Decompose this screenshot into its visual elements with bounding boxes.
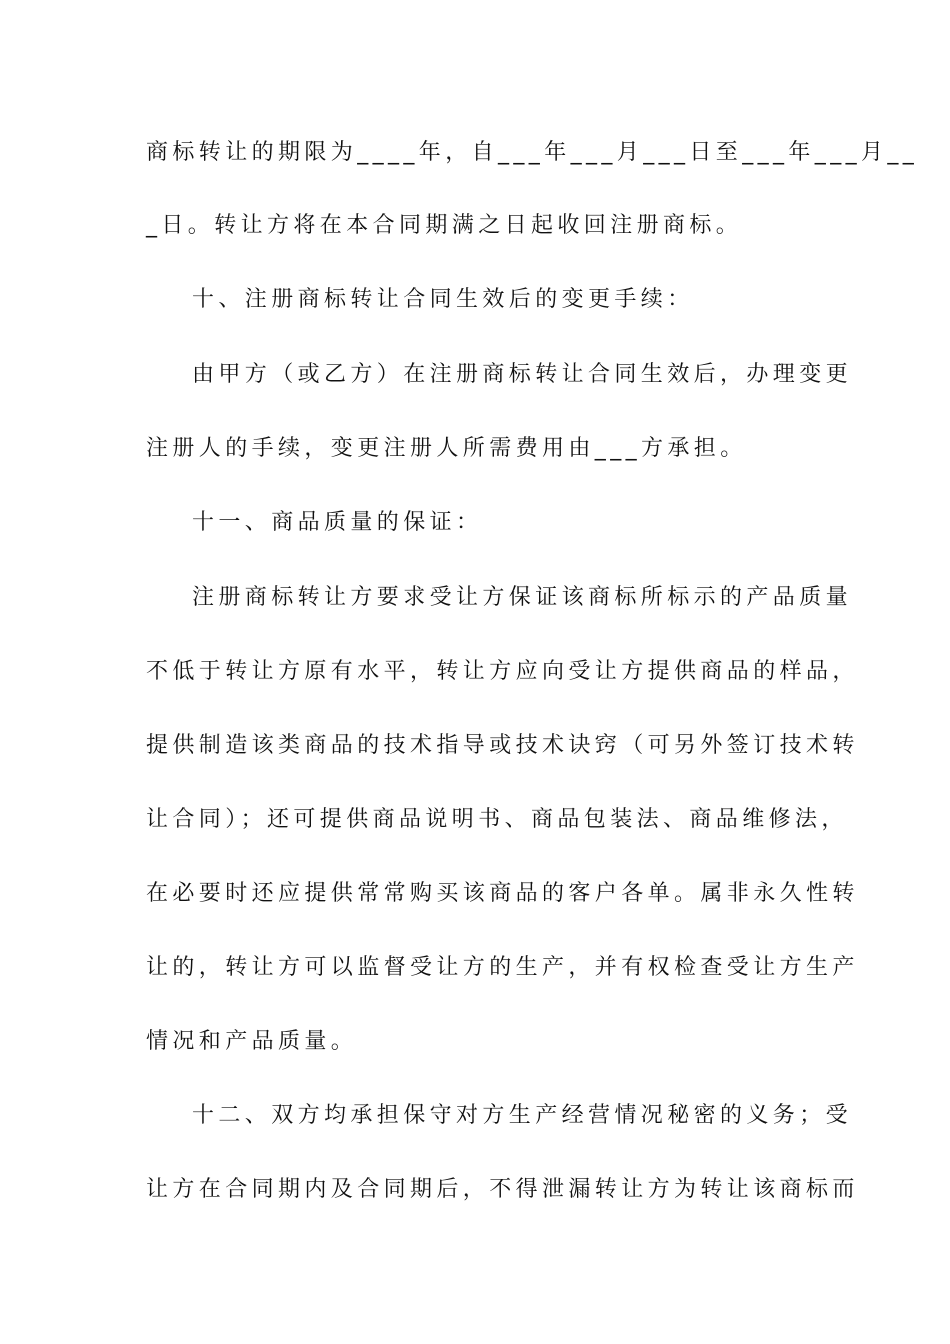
text-line: 让合同）；还可提供商品说明书、商品包装法、商品维修法， [146,807,848,832]
text-line: 商标转让的期限为____年，自___年___月___日至___年___月__ [146,140,919,165]
text-line: 提供制造该类商品的技术指导或技术诀窍（可另外签订技术转 [146,733,859,758]
text-line: 在必要时还应提供常常购买该商品的客户各单。属非永久性转 [146,881,859,906]
paragraph-first-line: 十二、双方均承担保守对方生产经营情况秘密的义务；受 [192,1103,853,1128]
text-line: 让的，转让方可以监督受让方的生产，并有权检查受让方生产 [146,955,859,980]
text-line: _日。转让方将在本合同期满之日起收回注册商标。 [146,213,743,238]
paragraph-first-line: 注册商标转让方要求受让方保证该商标所标示的产品质量 [192,585,853,610]
text-line: 让方在合同期内及合同期后，不得泄漏转让方为转让该商标而 [146,1177,859,1202]
paragraph-first-line: 由甲方（或乙方）在注册商标转让合同生效后，办理变更 [192,362,853,387]
section-heading: 十一、商品质量的保证： [192,510,483,535]
text-line: 不低于转让方原有水平，转让方应向受让方提供商品的样品， [146,659,859,684]
text-line: 注册人的手续，变更注册人所需费用由___方承担。 [146,436,747,461]
section-heading: 十、注册商标转让合同生效后的变更手续： [192,287,694,312]
text-line: 情况和产品质量。 [146,1029,358,1054]
